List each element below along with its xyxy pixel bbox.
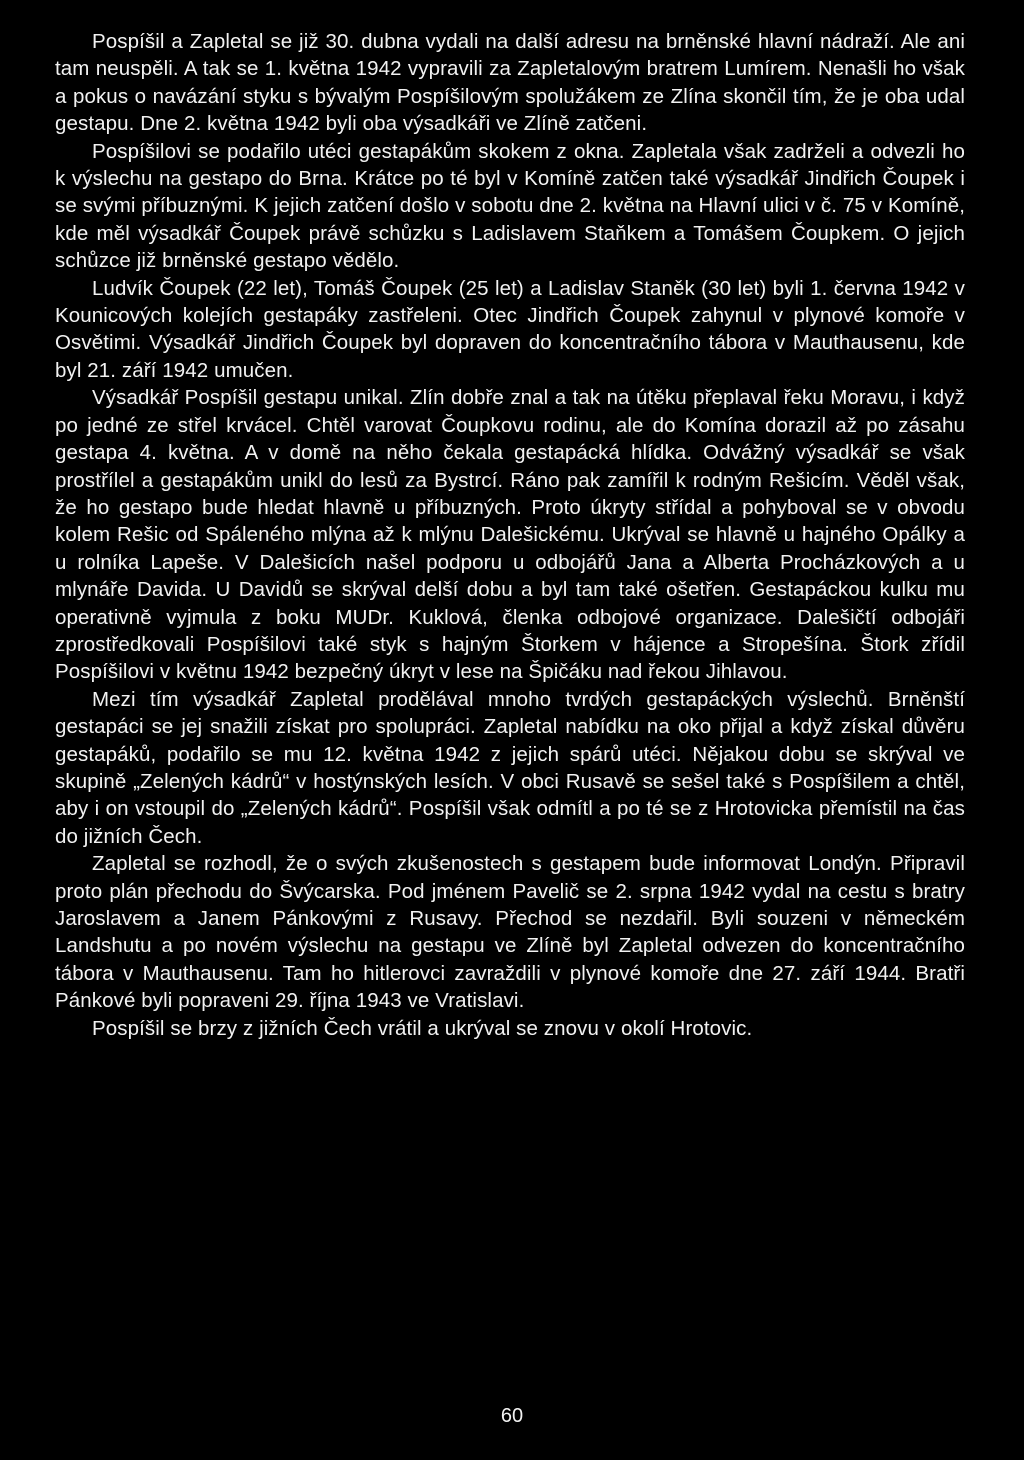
document-page [55, 28, 965, 1428]
paragraph: Mezi tím výsadkář Zapletal prodělával mnoho tvrdých gestapáckých výslechů. Brněnští gestapáci se jej snažili získat pro spolupráci. Zapletal nabídku na oko přijal a když získal důvěru gestapáků, podařilo se mu 12. května 1942 z jejich spárů utéci. Nějakou dobu se skrýval ve skupině „Zelených kádrů“ v hostýnských lesích. V obci Rusavě se sešel také s Pospíšilem a chtěl, aby i on vstoupil do „Zelených kádrů“. Pospíšil však odmítl a po té se z Hrotovicka přemístil na čas do jižních Čech. [55, 687, 965, 848]
paragraph: Pospíšil a Zapletal se již 30. dubna vydali na další adresu na brněnské hlavní nádraží. Ale ani tam neuspěli. A tak se 1. května 1942 vypravili za Zapletalovým bratrem Lumírem. Nenašli ho však a pokus o navázání styku s bývalým Pospíšilovým spolužákem ze Zlína skončil tím, že je oba udal gestapu. Dne 2. května 1942 byli oba výsadkáři ve Zlíně zatčeni. [55, 30, 965, 136]
paragraph: Ludvík Čoupek (22 let), Tomáš Čoupek (25 let) a Ladislav Staněk (30 let) byli 1. června 1942 v Kounicových kolejích gestapáky zastřeleni. Otec Jindřich Čoupek zahynul v plynové komoře v Osvětimi. Výsadkář Jindřich Čoupek byl dopraven do koncentračního tábora v Mauthausenu, kde byl 21. září 1942 umučen. [55, 276, 965, 382]
paragraph: Výsadkář Pospíšil gestapu unikal. Zlín dobře znal a tak na útěku přeplaval řeku Moravu, i když po jedné ze střel krvácel. Chtěl varovat Čoupkovu rodinu, ale do Komína dorazil až po zásahu gestapa 4. května. A v domě na něho čekala gestapácká hlídka. Odvážný výsadkář se však prostřílel a gestapákům unikl do lesů za Bystrcí. Ráno pak zamířil k rodným Rešicím. Věděl však, že ho gestapo bude hledat hlavně u příbuzných. Proto úkryty střídal a pohyboval se v obvodu kolem Rešic od Spáleného mlýna až k mlýnu Dalešickému. Ukrýval se hlavně u hajného Opálky a u rolníka Lapeše. V Dalešicích našel podporu u odbojářů Jana a Alberta Procházkových a u mlynáře Davida. U Davidů se skrýval delší dobu a byl tam také ošetřen. Gestapáckou kulku mu operativně vyjmula z boku MUDr. Kuklová, členka odbojové organizace. Dalešičtí odbojáři zprostředkovali Pospíšilovi také styk s hajným Štorkem v hájence a Stropešína. Štork zřídil Pospíšilovi v květnu 1942 bezpečný úkryt v lese na Špičáku nad řekou Jihlavou. [55, 386, 965, 684]
paragraph: Pospíšilovi se podařilo utéci gestapákům skokem z okna. Zapletala však zadrželi a odvezli ho k výslechu na gestapo do Brna. Krátce po té byl v Komíně zatčen také výsadkář Jindřich Čoupek i se svými příbuznými. K jejich zatčení došlo v sobotu dne 2. května na Hlavní ulici v č. 75 v Komíně, kde měl výsadkář Čoupek právě schůzku s Ladislavem Staňkem a Tomášem Čoupkem. O jejich schůzce již brněnské gestapo vědělo. [55, 139, 965, 273]
paragraph: Zapletal se rozhodl, že o svých zkušenostech s gestapem bude informovat Londýn. Připravil proto plán přechodu do Švýcarska. Pod jménem Pavelič se 2. srpna 1942 vydal na cestu s bratry Jaroslavem a Janem Pánkovými z Rusavy. Přechod se nezdařil. Byli souzeni v německém Landshutu a po novém výslechu na gestapu ve Zlíně byl Zapletal odvezen do koncentračního tábora v Mauthausenu. Tam ho hitlerovci zavraždili v plynové komoře dne 27. září 1944. Bratři Pánkové byli popraveni 29. října 1943 ve Vratislavi. [55, 852, 965, 1013]
page-number: 60 [500, 1405, 524, 1427]
paragraph: Pospíšil se brzy z jižních Čech vrátil a ukrýval se znovu v okolí Hrotovic. [92, 1016, 753, 1040]
